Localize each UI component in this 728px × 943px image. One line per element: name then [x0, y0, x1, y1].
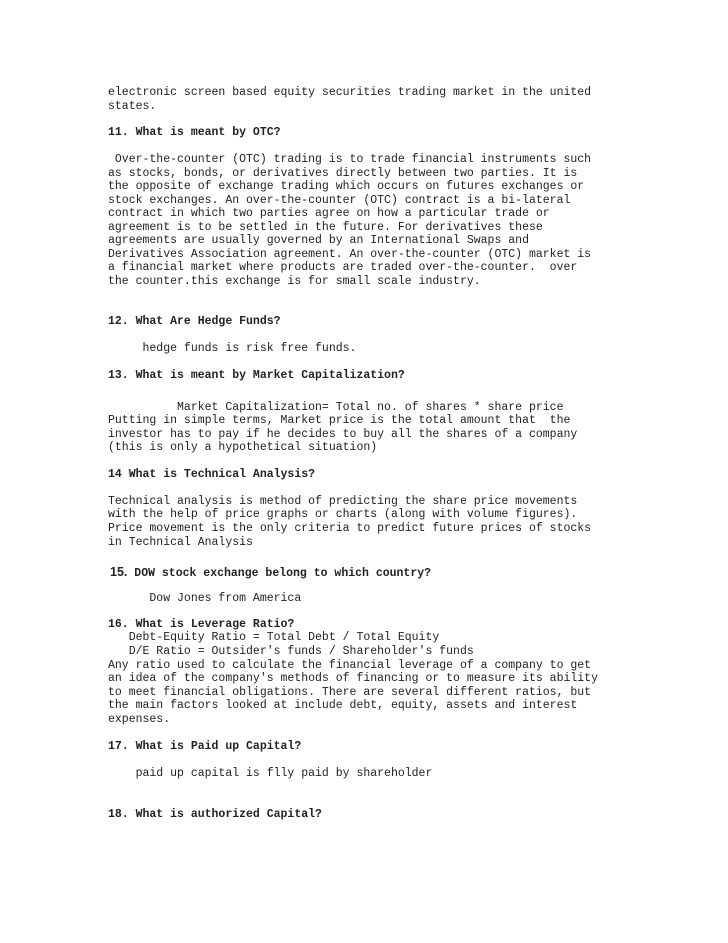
q15-answer: Dow Jones from America: [108, 592, 302, 605]
q11-line-4: stock exchanges. An over-the-counter (OTC) contract is a bi-lateral: [108, 194, 571, 207]
intro-line-1: electronic screen based equity securities trading market in the united: [108, 86, 592, 99]
q15-heading: DOW stock exchange belong to which country?: [127, 567, 432, 580]
q11-line-10: the counter.this exchange is for small scale industry.: [108, 275, 481, 288]
q16-line-3: Any ratio used to calculate the financial leverage of a company to get: [108, 659, 592, 672]
q16-line-6: the main factors looked at include debt, equity, assets and interest: [108, 699, 578, 712]
q11-line-1: Over-the-counter (OTC) trading is to trade financial instruments such: [108, 153, 592, 166]
q16-heading: 16. What is Leverage Ratio?: [108, 618, 295, 631]
q15-heading-row: [110, 565, 431, 581]
q12-answer: hedge funds is risk free funds.: [108, 342, 357, 355]
q13-line-2: Putting in simple terms, Market price is the total amount that the: [108, 414, 571, 427]
q13-line-4: (this is only a hypothetical situation): [108, 441, 378, 454]
q11-line-9: a financial market where products are traded over-the-counter. over: [108, 261, 578, 274]
q11-heading: 11. What is meant by OTC?: [108, 126, 281, 139]
q11-line-2: as stocks, bonds, or derivatives directly between two parties. It is: [108, 167, 578, 180]
q16-line-2: D/E Ratio = Outsider's funds / Shareholder's funds: [108, 645, 474, 658]
q13-line-1: Market Capitalization= Total no. of shares * share price: [108, 401, 564, 414]
q16-line-1: Debt-Equity Ratio = Total Debt / Total Equity: [108, 631, 440, 644]
q11-line-5: contract in which two parties agree on how a particular trade or: [108, 207, 550, 220]
q14-line-2: with the help of price graphs or charts (along with volume figures).: [108, 508, 578, 521]
q11-line-6: agreement is to be settled in the future. For derivatives these: [108, 221, 543, 234]
q17-heading: 17. What is Paid up Capital?: [108, 740, 302, 753]
q11-line-3: the opposite of exchange trading which occurs on futures exchanges or: [108, 180, 585, 193]
q13-heading: 13. What is meant by Market Capitalization?: [108, 369, 405, 382]
q15-number: 15.: [110, 565, 128, 579]
q16-line-4: an idea of the company's methods of financing or to measure its ability: [108, 672, 598, 685]
q16-line-7: expenses.: [108, 713, 171, 726]
intro-line-2: states.: [108, 100, 157, 113]
q14-line-3: Price movement is the only criteria to predict future prices of stocks: [108, 522, 592, 535]
q14-line-1: Technical analysis is method of predicting the share price movements: [108, 495, 578, 508]
q12-heading: 12. What Are Hedge Funds?: [108, 315, 281, 328]
q16-line-5: to meet financial obligations. There are several different ratios, but: [108, 686, 592, 699]
q18-heading: 18. What is authorized Capital?: [108, 808, 322, 821]
q11-line-8: Derivatives Association agreement. An over-the-counter (OTC) market is: [108, 248, 592, 261]
q17-answer: paid up capital is flly paid by shareholder: [108, 767, 433, 780]
q14-heading: 14 What is Technical Analysis?: [108, 468, 316, 481]
q11-line-7: agreements are usually governed by an International Swaps and: [108, 234, 529, 247]
q13-line-3: investor has to pay if he decides to buy all the shares of a company: [108, 428, 578, 441]
q14-line-4: in Technical Analysis: [108, 536, 253, 549]
